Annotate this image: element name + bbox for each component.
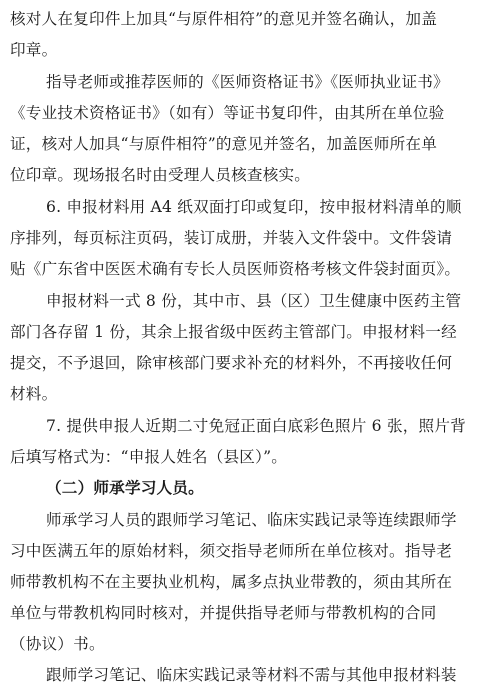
text-line: 位印章。现场报名时由受理人员核查核实。 — [10, 166, 311, 184]
text-line: 贴《广东省中医医术确有专长人员医师资格考核文件袋封面页》。 — [10, 260, 461, 278]
text-line: （协议）书。 — [10, 635, 105, 653]
text-line: 师带教机构不在主要执业机构，属多点执业带教的，须由其所在 — [10, 573, 453, 591]
text-line: 证，核对人加具“与原件相符”的意见并签名，加盖医师所在单 — [10, 135, 437, 153]
text-line: 提交，不予退回，除审核部门要求补充的材料外，不再接收任何 — [10, 354, 453, 372]
text-line: 核对人在复印件上加具“与原件相符”的意见并签名确认，加盖 — [10, 10, 437, 28]
text-line: 师承学习人员的跟师学习笔记、临床实践记录等连续跟师学 — [46, 511, 457, 529]
text-line: 单位与带教机构同时核对，并提供指导老师与带教机构的合同 — [10, 604, 437, 622]
section-heading: （二）师承学习人员。 — [46, 478, 204, 497]
text-line: 6. 申报材料用 A4 纸双面打印或复印，按申报材料清单的顺 — [46, 198, 462, 216]
text-line: 后填写格式为：“申报人姓名（县区）”。 — [10, 448, 288, 466]
text-line: 7. 提供申报人近期二寸免冠正面白底彩色照片 6 张，照片背 — [46, 417, 466, 435]
text-line: 部门各存留 1 份，其余上报省级中医药主管部门。申报材料一经 — [10, 323, 457, 341]
text-line: 序排列，每页标注页码，装订成册，并装入文件袋中。文件袋请 — [10, 229, 453, 247]
text-line: 习中医满五年的原始材料，须交指导老师所在单位核对。指导老 — [10, 542, 453, 560]
text-line: 《专业技术资格证书》（如有）等证书复印件，由其所在单位验 — [10, 104, 445, 122]
text-line: 指导老师或推荐医师的《医师资格证书》《医师执业证书》 — [46, 73, 449, 91]
text-line: 申报材料一式 8 份，其中市、县（区）卫生健康中医药主管 — [46, 292, 462, 310]
text-line: 跟师学习笔记、临床实践记录等材料不需与其他申报材料装 — [46, 666, 457, 684]
text-line: 材料。 — [10, 385, 58, 403]
text-line: 印章。 — [10, 41, 58, 59]
